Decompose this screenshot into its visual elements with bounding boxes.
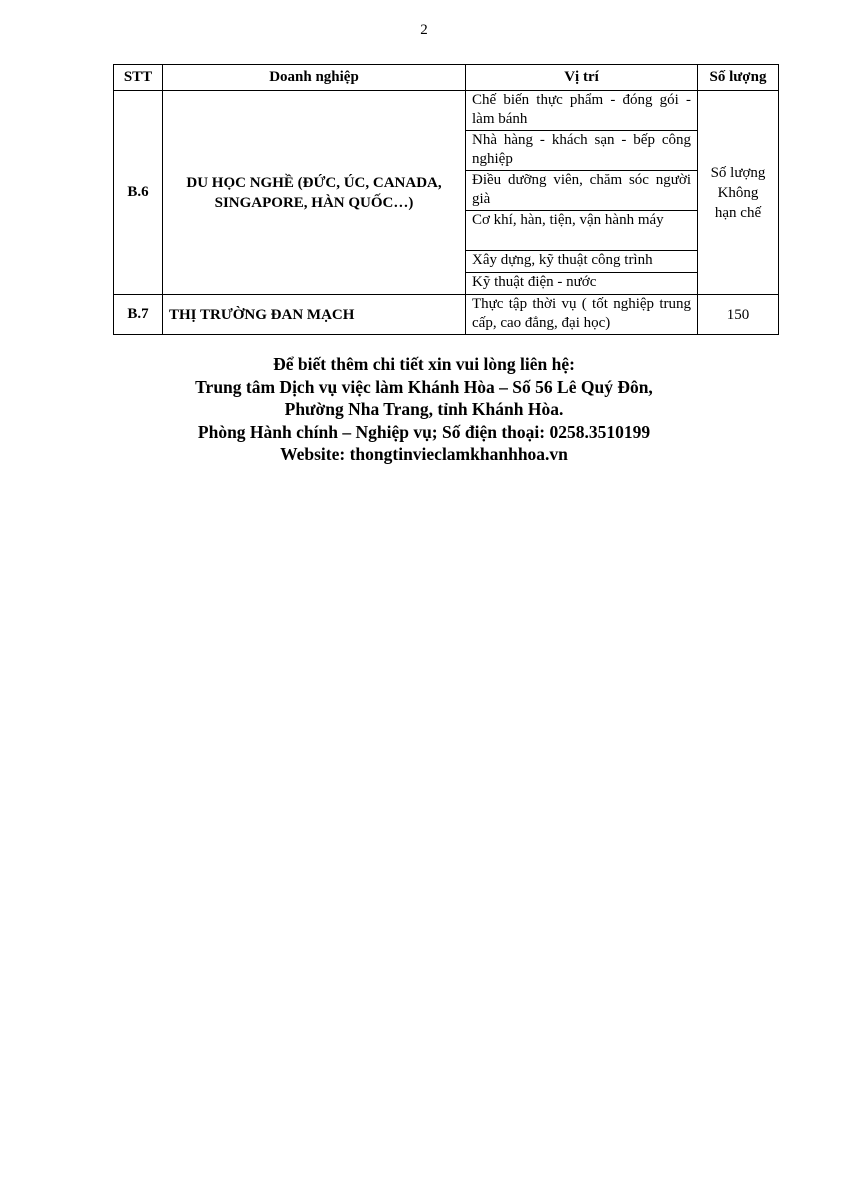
table-row (114, 91, 779, 131)
row-company: DU HỌC NGHỀ (ĐỨC, ÚC, CANADA, SINGAPORE, HÀN QUỐC…) (163, 91, 466, 295)
header-position: Vị trí (466, 65, 698, 91)
position-item: Điều dưỡng viên, chăm sóc người già (466, 171, 698, 211)
row-stt: B.6 (114, 91, 163, 295)
contact-ward: Phường Nha Trang, tỉnh Khánh Hòa. (284, 399, 564, 419)
page-number: 2 (420, 22, 428, 38)
position-item: Thực tập thời vụ ( tốt nghiệp trung cấp, cao đẳng, đại học) (466, 295, 698, 335)
row-quantity: 150 (698, 295, 779, 335)
row-quantity (698, 91, 779, 295)
position-item: Xây dựng, kỹ thuật công trình (466, 251, 698, 273)
row-stt: B.7 (114, 295, 163, 335)
job-table (113, 64, 779, 335)
quantity-text: Số lượng Không hạn chế (710, 164, 766, 221)
contact-phone: Phòng Hành chính – Nghiệp vụ; Số điện thoại: 0258.3510199 (197, 421, 651, 442)
header-stt: STT (114, 65, 163, 91)
table-row (114, 295, 779, 335)
position-item: Kỹ thuật điện - nước (466, 273, 698, 295)
position-item: Chế biến thực phẩm - đóng gói - làm bánh (466, 91, 698, 131)
contact-intro: Để biết thêm chi tiết xin vui lòng liên hệ: (273, 354, 575, 374)
contact-center-address: Trung tâm Dịch vụ việc làm Khánh Hòa – Số 56 Lê Quý Đôn, (195, 376, 653, 397)
position-item: Nhà hàng - khách sạn - bếp công nghiệp (466, 131, 698, 171)
position-item: Cơ khí, hàn, tiện, vận hành máy (466, 211, 698, 251)
table-header-row (114, 65, 779, 91)
contact-block (0, 353, 848, 466)
row-company: THỊ TRƯỜNG ĐAN MẠCH (163, 295, 466, 335)
header-company: Doanh nghiệp (163, 65, 466, 91)
contact-website: Website: thongtinvieclamkhanhhoa.vn (280, 444, 568, 464)
header-quantity: Số lượng (698, 65, 779, 91)
